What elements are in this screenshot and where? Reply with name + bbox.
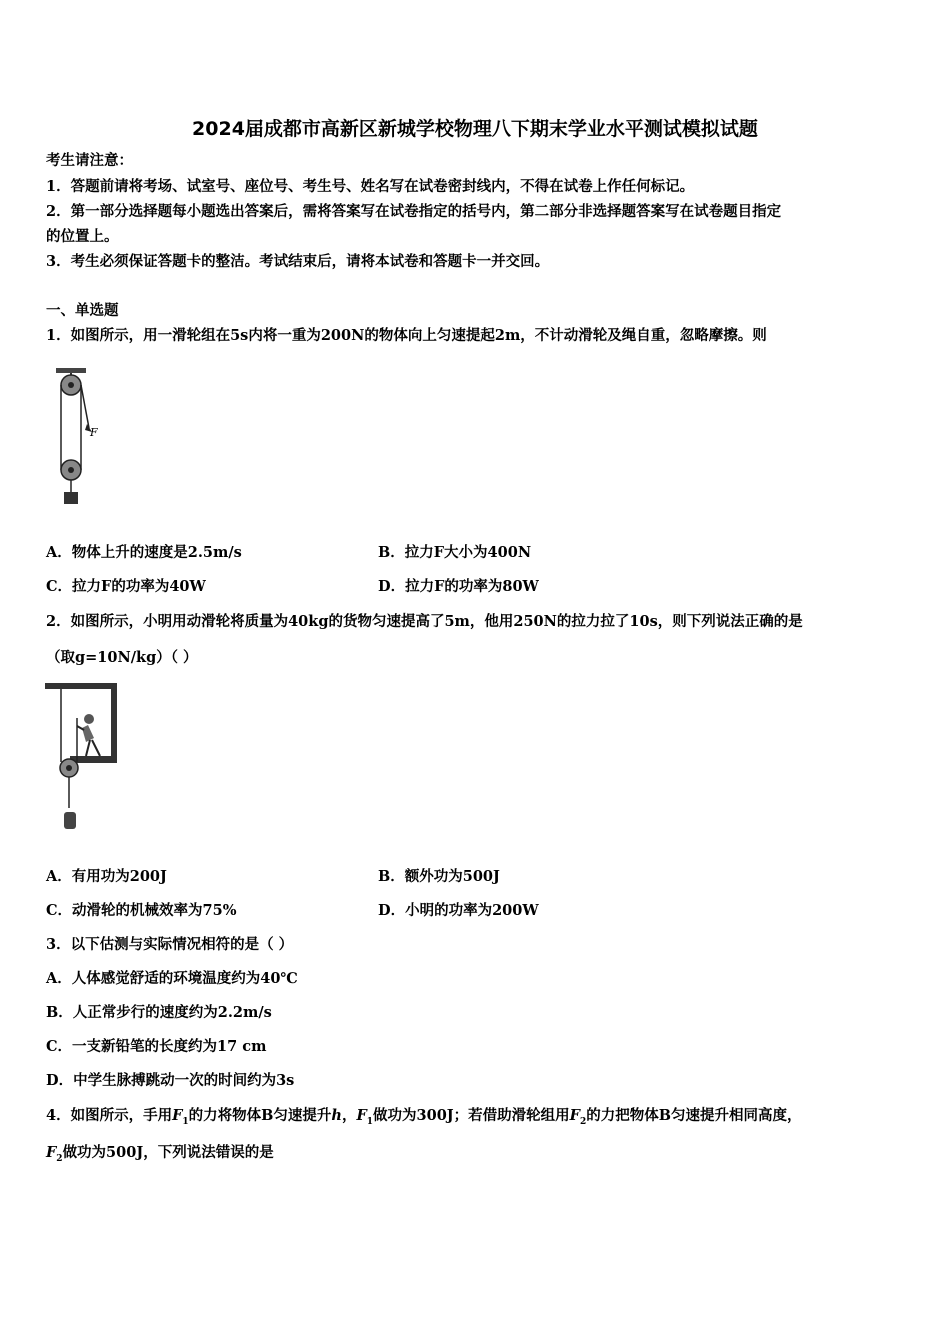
q2-beam (45, 683, 117, 689)
q2-option-b: B．额外功为500J (378, 868, 500, 885)
q2-option-c: C．动滑轮的机械效率为75% (46, 902, 237, 919)
q4-stem-cont: $F_2$做功为500J，下列说法错误的是 (46, 1144, 274, 1164)
q1-option-c: C．拉力F的功率为40W (46, 578, 206, 595)
q1-force-label: F (90, 426, 98, 439)
q1-option-b: B．拉力F大小为400N (378, 544, 532, 561)
notice-heading: 考生请注意： (46, 152, 133, 169)
notice-item-2: 2．第一部分选择题每小题选出答案后，需将答案写在试卷指定的括号内，第二部分非选择题答案写在试卷题目指定 (46, 203, 782, 220)
q2-person-body (82, 725, 94, 742)
q2-option-a: A．有用功为200J (46, 868, 167, 885)
q1-stem: 1．如图所示，用一滑轮组在5s内将一重为200N的物体向上匀速提起2m，不计动滑轮及绳自重，忽略摩擦。则 (46, 327, 767, 344)
q3-option-b: B．人正常步行的速度约为2.2m/s (46, 1004, 272, 1021)
notice-item-3: 3．考生必须保证答题卡的整洁。考试结束后，请将本试卷和答题卡一并交回。 (46, 253, 550, 270)
q2-cargo (64, 812, 76, 829)
notice-item-2-cont: 的位置上。 (46, 228, 119, 245)
q2-stem-cont: （取g=10N/kg）（ ） (46, 649, 198, 666)
section-heading: 一、单选题 (46, 302, 119, 319)
q2-option-d: D．小明的功率为200W (378, 902, 539, 919)
notice-item-1: 1．答题前请将考场、试室号、座位号、考生号、姓名写在试卷密封线内，不得在试卷上作任何标记。 (46, 178, 695, 195)
q1-ceiling (56, 368, 86, 373)
q2-pulley-figure (44, 682, 120, 838)
q2-person-head (84, 714, 94, 724)
q4-stem: 4．如图所示，手用$F_1$的力将物体B匀速提升h，$F_1$做功为300J；若借助滑轮组用$F_2$的力把物体B匀速提升相同高度， (46, 1107, 802, 1127)
q1-option-a: A．物体上升的速度是2.5m/s (46, 544, 242, 561)
q3-option-c: C．一支新铅笔的长度约为17 cm (46, 1038, 267, 1055)
q2-stem: 2．如图所示，小明用动滑轮将质量为40kg的货物匀速提高了5m，他用250N的拉力拉了10s，则下列说法正确的是 (46, 613, 803, 630)
q1-pulley-figure (52, 366, 112, 508)
page-title: 2024届成都市高新区新城学校物理八下期末学业水平测试模拟试题 (192, 118, 758, 140)
q3-stem: 3．以下估测与实际情况相符的是（ ） (46, 936, 294, 953)
q1-weight-block (64, 492, 78, 504)
q2-wall (111, 683, 117, 763)
q3-option-d: D．中学生脉搏跳动一次的时间约为3s (46, 1072, 295, 1089)
q3-option-a: A．人体感觉舒适的环境温度约为40℃ (46, 970, 298, 987)
q1-option-d: D．拉力F的功率为80W (378, 578, 539, 595)
